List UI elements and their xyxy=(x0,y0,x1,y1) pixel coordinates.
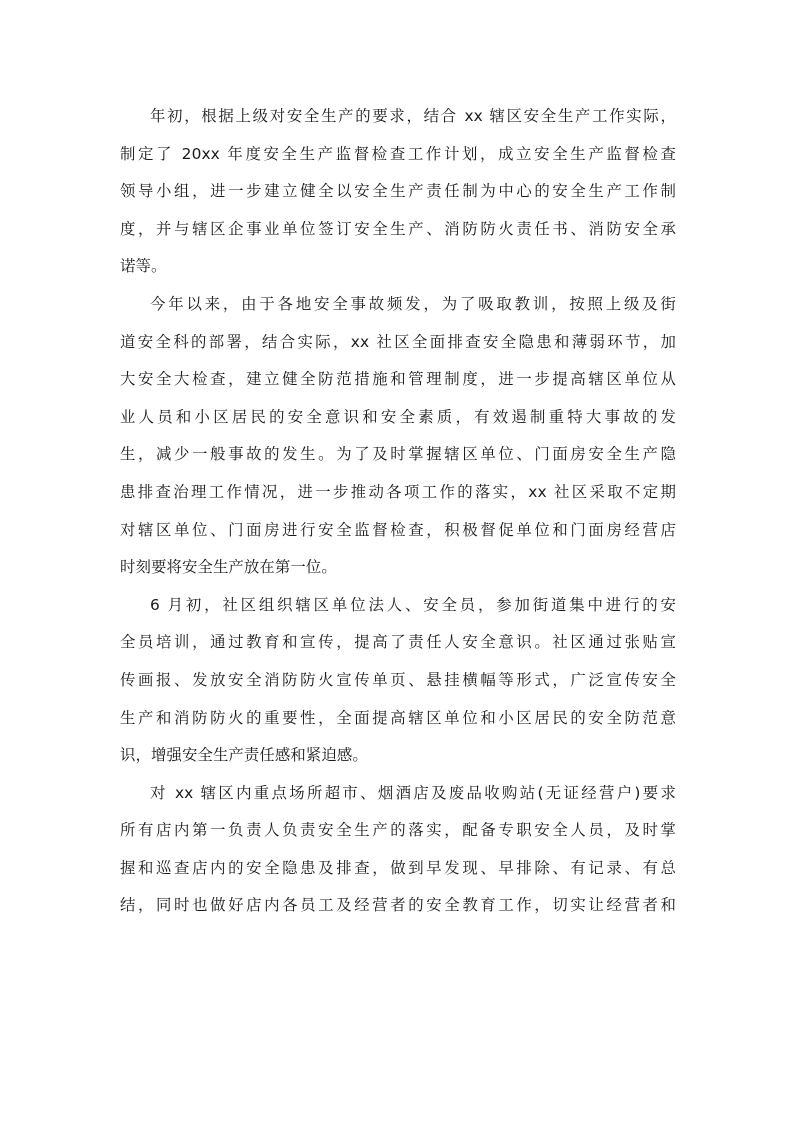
paragraph-line: 制定了 20xx 年度安全生产监督检查工作计划，成立安全生产监督检查 xyxy=(120,144,676,163)
document-page xyxy=(120,98,676,925)
paragraph-2 xyxy=(120,286,676,587)
paragraph-line: 结，同时也做好店内各员工及经营者的安全教育工作，切实让经营者和 xyxy=(120,896,676,915)
paragraph-line: 道安全科的部署，结合实际，xx 社区全面排查安全隐患和薄弱环节，加 xyxy=(120,332,676,351)
paragraph-line: 生，减少一般事故的发生。为了及时掌握辖区单位、门面房安全生产隐 xyxy=(120,445,676,464)
paragraph-line: 业人员和小区居民的安全意识和安全素质，有效遏制重特大事故的发 xyxy=(120,407,676,426)
paragraph-line: 度，并与辖区企事业单位签订安全生产、消防防火责任书、消防安全承 xyxy=(120,219,676,238)
paragraph-line: 生产和消防防火的重要性，全面提高辖区单位和小区居民的安全防范意 xyxy=(120,708,676,727)
paragraph-line: 诺等。 xyxy=(120,257,167,276)
paragraph-1 xyxy=(120,98,676,286)
paragraph-line: 领导小组，进一步建立健全以安全生产责任制为中心的安全生产工作制 xyxy=(120,182,676,201)
paragraph-line: 时刻要将安全生产放在第一位。 xyxy=(120,558,337,577)
paragraph-line: 握和巡查店内的安全隐患及排查，做到早发现、早排除、有记录、有总 xyxy=(120,858,676,877)
paragraph-line: 患排查治理工作情况，进一步推动各项工作的落实，xx 社区采取不定期 xyxy=(120,482,676,501)
paragraph-line: 对 xx 辖区内重点场所超市、烟酒店及废品收购站(无证经营户)要求 xyxy=(150,783,676,802)
paragraph-line: 全员培训，通过教育和宣传，提高了责任人安全意识。社区通过张贴宣 xyxy=(120,633,676,652)
paragraph-line: 识，增强安全生产责任感和紧迫感。 xyxy=(120,746,368,765)
paragraph-line: 大安全大检查，建立健全防范措施和管理制度，进一步提高辖区单位从 xyxy=(120,370,676,389)
paragraph-line: 传画报、发放安全消防防火宣传单页、悬挂横幅等形式，广泛宣传安全 xyxy=(120,670,676,689)
paragraph-line: 今年以来，由于各地安全事故频发，为了吸取教训，按照上级及街 xyxy=(150,294,676,313)
paragraph-line: 所有店内第一负责人负责安全生产的落实，配备专职安全人员，及时掌 xyxy=(120,821,676,840)
paragraph-line: 6 月初，社区组织辖区单位法人、安全员，参加街道集中进行的安 xyxy=(150,595,676,614)
paragraph-4 xyxy=(120,775,676,925)
paragraph-line: 对辖区单位、门面房进行安全监督检查，积极督促单位和门面房经营店 xyxy=(120,520,676,539)
paragraph-line: 年初，根据上级对安全生产的要求，结合 xx 辖区安全生产工作实际， xyxy=(150,107,676,125)
paragraph-3 xyxy=(120,587,676,775)
